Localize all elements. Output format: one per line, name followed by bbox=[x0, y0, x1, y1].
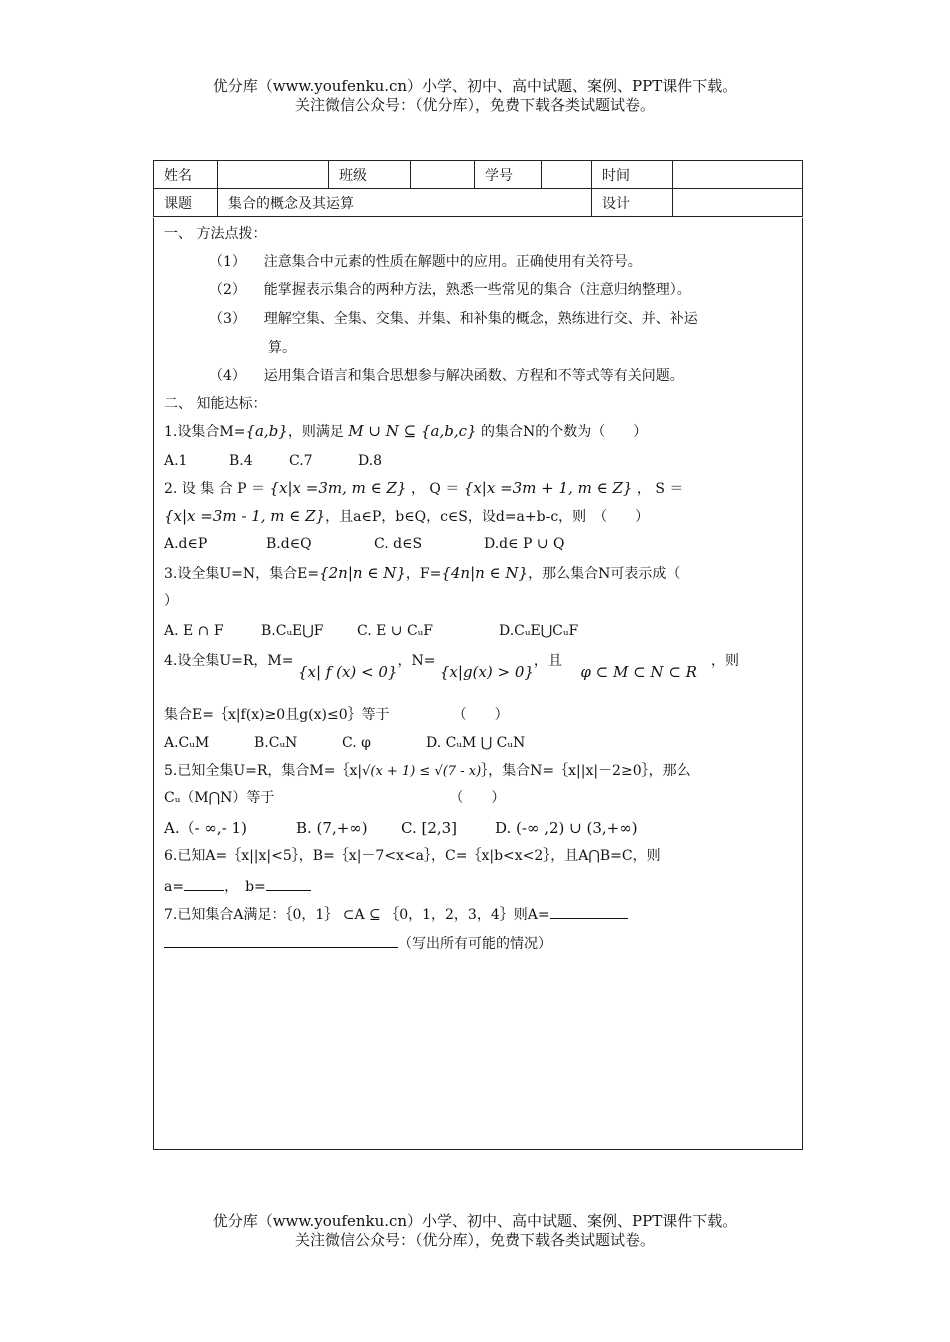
method-item-num: （4） bbox=[209, 368, 246, 384]
q7-note: （写出所有可能的情况） bbox=[398, 936, 552, 952]
name-label: 姓名 bbox=[154, 161, 218, 189]
q3-stem-close: ） bbox=[164, 593, 178, 609]
q3-set-f: {4n|n ∈ N} bbox=[441, 564, 529, 582]
method-item-text: 运用集合语言和集合思想参与解决函数、方程和不等式等有关问题。 bbox=[263, 368, 684, 384]
q2-set-p: {x|x =3m, m ∈ Z} bbox=[269, 479, 407, 497]
header-line-2: 关注微信公众号：（优分库），免费下载各类试题试卷。 bbox=[294, 96, 655, 114]
question-2 bbox=[164, 478, 792, 499]
name-value bbox=[218, 161, 329, 189]
q3-set-e: {2n|n ∈ N} bbox=[319, 564, 406, 582]
q1-stem-b: ，则满足 bbox=[287, 424, 344, 440]
question-1 bbox=[164, 421, 792, 442]
q2-option-a: A.d∈P bbox=[164, 536, 208, 552]
q3-option-d: D.CᵤE⋃CᵤF bbox=[499, 623, 579, 639]
method-item-text: 理解空集、全集、交集、并集、和补集的概念，熟练进行交、并、补运 bbox=[263, 311, 698, 327]
q5-inequality: √(x + 1) ≤ √(7 - x) bbox=[362, 764, 482, 779]
q1-option-b: B.4 bbox=[229, 453, 253, 469]
info-table bbox=[153, 160, 803, 217]
q3-stem-b: ，F= bbox=[405, 566, 442, 582]
q5-option-a: A.（- ∞,- 1) bbox=[164, 819, 247, 837]
q3-stem-c: ，那么集合N可表示成（ bbox=[528, 566, 681, 582]
q1-expr: M ∪ N ⊆ {a,b,c} bbox=[348, 422, 477, 440]
method-item-2 bbox=[209, 280, 792, 300]
q4-stem-a: 4.设全集U=R，M= bbox=[164, 653, 294, 669]
question-6-answers bbox=[164, 875, 792, 897]
section1-title: 一、 方法点拨： bbox=[164, 226, 267, 242]
q5-stem-a: 5.已知全集U=R，集合M=｛x| bbox=[164, 763, 363, 779]
q2-stem-d: ，且a∈P，b∈Q，c∈S，设d=a+b-c，则 （ ） bbox=[325, 509, 650, 525]
q4-set-m: {x| f (x) < 0} bbox=[297, 663, 398, 681]
q4-stem-b: ，N= bbox=[397, 653, 436, 669]
q3-option-b: B.CᵤE⋃F bbox=[261, 623, 324, 639]
method-item-1 bbox=[209, 252, 792, 272]
method-item-3 bbox=[209, 309, 792, 329]
question-4 bbox=[164, 650, 792, 681]
method-item-4 bbox=[209, 366, 792, 386]
q5-option-c: C. [2,3] bbox=[401, 819, 458, 837]
q7-blank-1[interactable] bbox=[550, 903, 628, 919]
q6-b-label: ， b= bbox=[224, 879, 266, 895]
method-item-num: （1） bbox=[209, 254, 246, 270]
question-7-line-2 bbox=[164, 932, 792, 954]
q3-option-c: C. E ∪ CᵤF bbox=[357, 623, 433, 639]
q2-stem-b: ， Q ＝ bbox=[410, 481, 460, 497]
q2-set-q: {x|x =3m + 1, m ∈ Z} bbox=[463, 479, 633, 497]
q4-option-c: C. φ bbox=[342, 735, 371, 751]
topic-value: 集合的概念及其运算 bbox=[218, 189, 592, 217]
footer-line-2: 关注微信公众号：（优分库），免费下载各类试题试卷。 bbox=[294, 1231, 655, 1249]
class-value bbox=[411, 161, 475, 189]
question-2-line-2 bbox=[164, 506, 792, 527]
question-6: 6.已知A=｛x||x|<5｝，B=｛x|－7<x<a｝，C=｛x|b<x<2｝，且A⋂B=C，则 bbox=[164, 848, 661, 864]
q3-stem-a: 3.设全集U=N，集合E= bbox=[164, 566, 320, 582]
q2-stem-c: ， S ＝ bbox=[636, 481, 684, 497]
q1-stem: 1.设集合M= bbox=[164, 424, 246, 440]
q5-option-d: D. (-∞ ,2) ∪ (3,+∞) bbox=[495, 819, 638, 837]
method-item-num: （3） bbox=[209, 311, 246, 327]
design-label: 设计 bbox=[592, 189, 673, 217]
q4-stem-c: ，且 bbox=[533, 653, 562, 669]
q6-a-blank[interactable] bbox=[184, 875, 224, 891]
q4-expr: φ ⊂ M ⊂ N ⊂ R bbox=[580, 663, 697, 681]
q4-option-b: B.CᵤN bbox=[254, 735, 298, 751]
id-label: 学号 bbox=[475, 161, 542, 189]
q1-option-c: C.7 bbox=[289, 453, 313, 469]
q2-stem-a: 2. 设 集 合 P ＝ bbox=[164, 481, 266, 497]
q5-stem-b: ｝，集合N=｛x||x|－2≥0｝，那么 bbox=[481, 763, 691, 779]
page-footer bbox=[0, 1212, 950, 1250]
header-line-1: 优分库（www.youfenku.cn）小学、初中、高中试题、案例、PPT课件下载。 bbox=[212, 77, 738, 95]
page-header bbox=[0, 77, 950, 115]
question-5-line-2: Cᵤ（M⋂N）等于 （ ） bbox=[164, 790, 506, 806]
time-value bbox=[673, 161, 803, 189]
content-box bbox=[153, 218, 803, 1150]
topic-label: 课题 bbox=[154, 189, 218, 217]
method-item-text: 能掌握表示集合的两种方法，熟悉一些常见的集合（注意归纳整理）。 bbox=[263, 282, 691, 298]
method-item-text: 注意集合中元素的性质在解题中的应用。正确使用有关符号。 bbox=[263, 254, 642, 270]
q4-set-n: {x|g(x) > 0} bbox=[439, 663, 534, 681]
method-item-3-cont: 算。 bbox=[268, 340, 296, 356]
q1-set-m: {a,b} bbox=[245, 422, 288, 440]
q1-option-d: D.8 bbox=[358, 453, 383, 469]
q4-option-d: D. CᵤM ⋃ CᵤN bbox=[426, 735, 526, 751]
q7-stem: 7.已知集合A满足：｛0，1｝ ⊂A ⊆ ｛0，1，2，3，4｝则A= bbox=[164, 907, 550, 923]
footer-line-1: 优分库（www.youfenku.cn）小学、初中、高中试题、案例、PPT课件下载。 bbox=[212, 1212, 738, 1230]
q5-option-b: B. (7,+∞) bbox=[296, 819, 368, 837]
q2-option-b: B.d∈Q bbox=[266, 536, 312, 552]
q7-blank-2[interactable] bbox=[164, 932, 398, 948]
q3-option-a: A. E ∩ F bbox=[164, 623, 224, 639]
section2-title: 二、 知能达标： bbox=[164, 396, 267, 412]
q4-stem-d: ，则 bbox=[710, 653, 739, 669]
q6-a-label: a= bbox=[164, 879, 185, 895]
id-value bbox=[542, 161, 592, 189]
q1-stem-c: 的集合N的个数为（ ） bbox=[481, 424, 648, 440]
q6-b-blank[interactable] bbox=[266, 875, 311, 891]
q2-set-s: {x|x =3m - 1, m ∈ Z} bbox=[164, 507, 326, 525]
design-value bbox=[673, 189, 803, 217]
method-item-num: （2） bbox=[209, 282, 246, 298]
q2-option-c: C. d∈S bbox=[374, 536, 423, 552]
class-label: 班级 bbox=[329, 161, 411, 189]
q2-option-d: D.d∈ P ∪ Q bbox=[484, 536, 565, 552]
question-5 bbox=[164, 761, 792, 782]
question-3 bbox=[164, 563, 792, 584]
q4-option-a: A.CᵤM bbox=[164, 735, 210, 751]
question-4-line-2: 集合E=｛x|f(x)≥0且g(x)≤0｝等于 （ ） bbox=[164, 707, 509, 723]
time-label: 时间 bbox=[592, 161, 673, 189]
q1-option-a: A.1 bbox=[164, 453, 188, 469]
question-7 bbox=[164, 903, 792, 925]
